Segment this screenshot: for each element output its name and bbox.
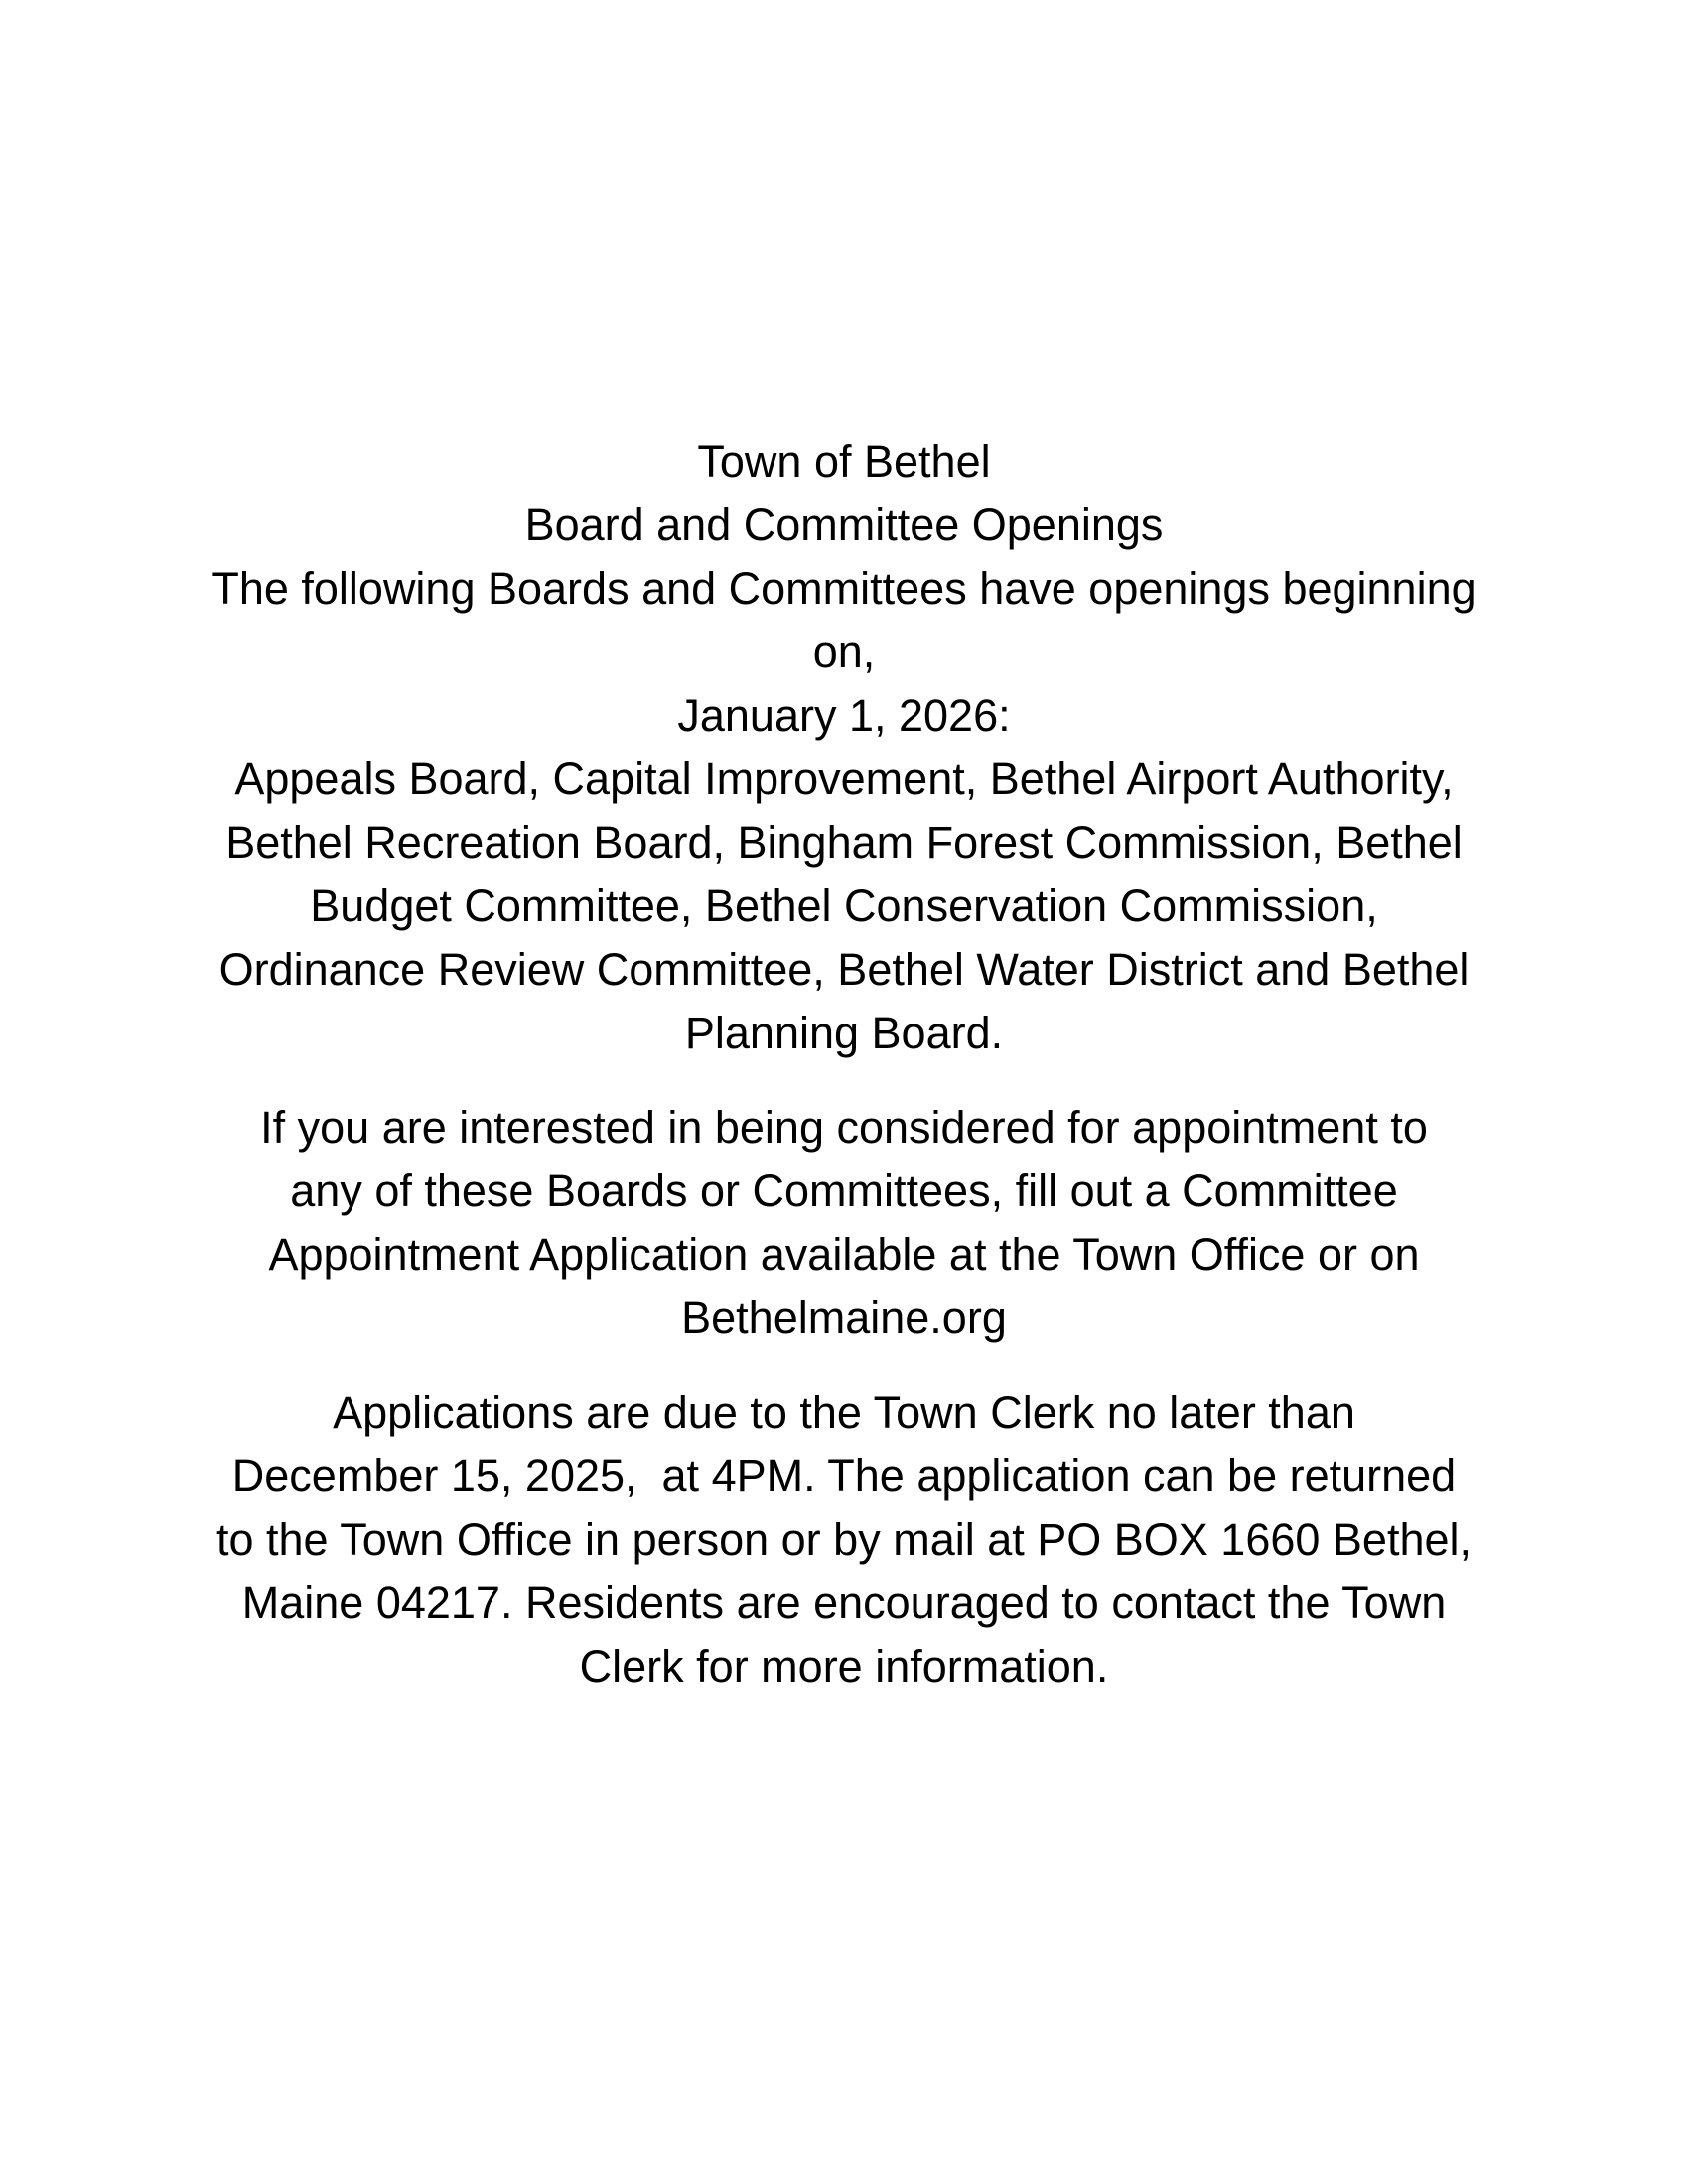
paragraph-committee-openings (199, 430, 1489, 1065)
text-line: Appointment Application available at the Town Office or on (268, 1229, 1420, 1280)
text-line: Applications are due to the Town Clerk no later than (333, 1387, 1355, 1437)
text-line: The following Boards and Committees have openings beginning (211, 563, 1477, 614)
text-line: any of these Boards or Committees, fill out a Committee (290, 1165, 1398, 1216)
document-content (199, 0, 1489, 1699)
board-list-line: Planning Board. (684, 1008, 1004, 1058)
doc-title-line: Town of Bethel (697, 436, 991, 486)
text-line: to the Town Office in person or by mail at PO BOX 1660 Bethel, (215, 1514, 1473, 1565)
text-line: on, (812, 626, 876, 677)
text-line: Maine 04217. Residents are encouraged to contact the Town (241, 1577, 1447, 1628)
board-list-line: Ordinance Review Committee, Bethel Water District and Bethel (218, 944, 1470, 995)
text-line: Clerk for more information. (579, 1641, 1109, 1692)
board-list-line: Budget Committee, Bethel Conservation Commission, (310, 881, 1378, 931)
paragraph-deadline-info (199, 1381, 1489, 1699)
effective-date-line: January 1, 2026: (677, 690, 1011, 741)
doc-subtitle-line: Board and Committee Openings (524, 499, 1164, 550)
paragraph-how-to-apply (199, 1096, 1489, 1350)
website-line: Bethelmaine.org (681, 1293, 1007, 1343)
text-line: If you are interested in being considered for appointment to (260, 1102, 1428, 1153)
board-list-line: Appeals Board, Capital Improvement, Bethel Airport Authority, (234, 753, 1454, 804)
deadline-date-line: December 15, 2025, at 4PM. The application can be returned (231, 1450, 1457, 1501)
board-list-line: Bethel Recreation Board, Bingham Forest Commission, Bethel (225, 817, 1463, 868)
